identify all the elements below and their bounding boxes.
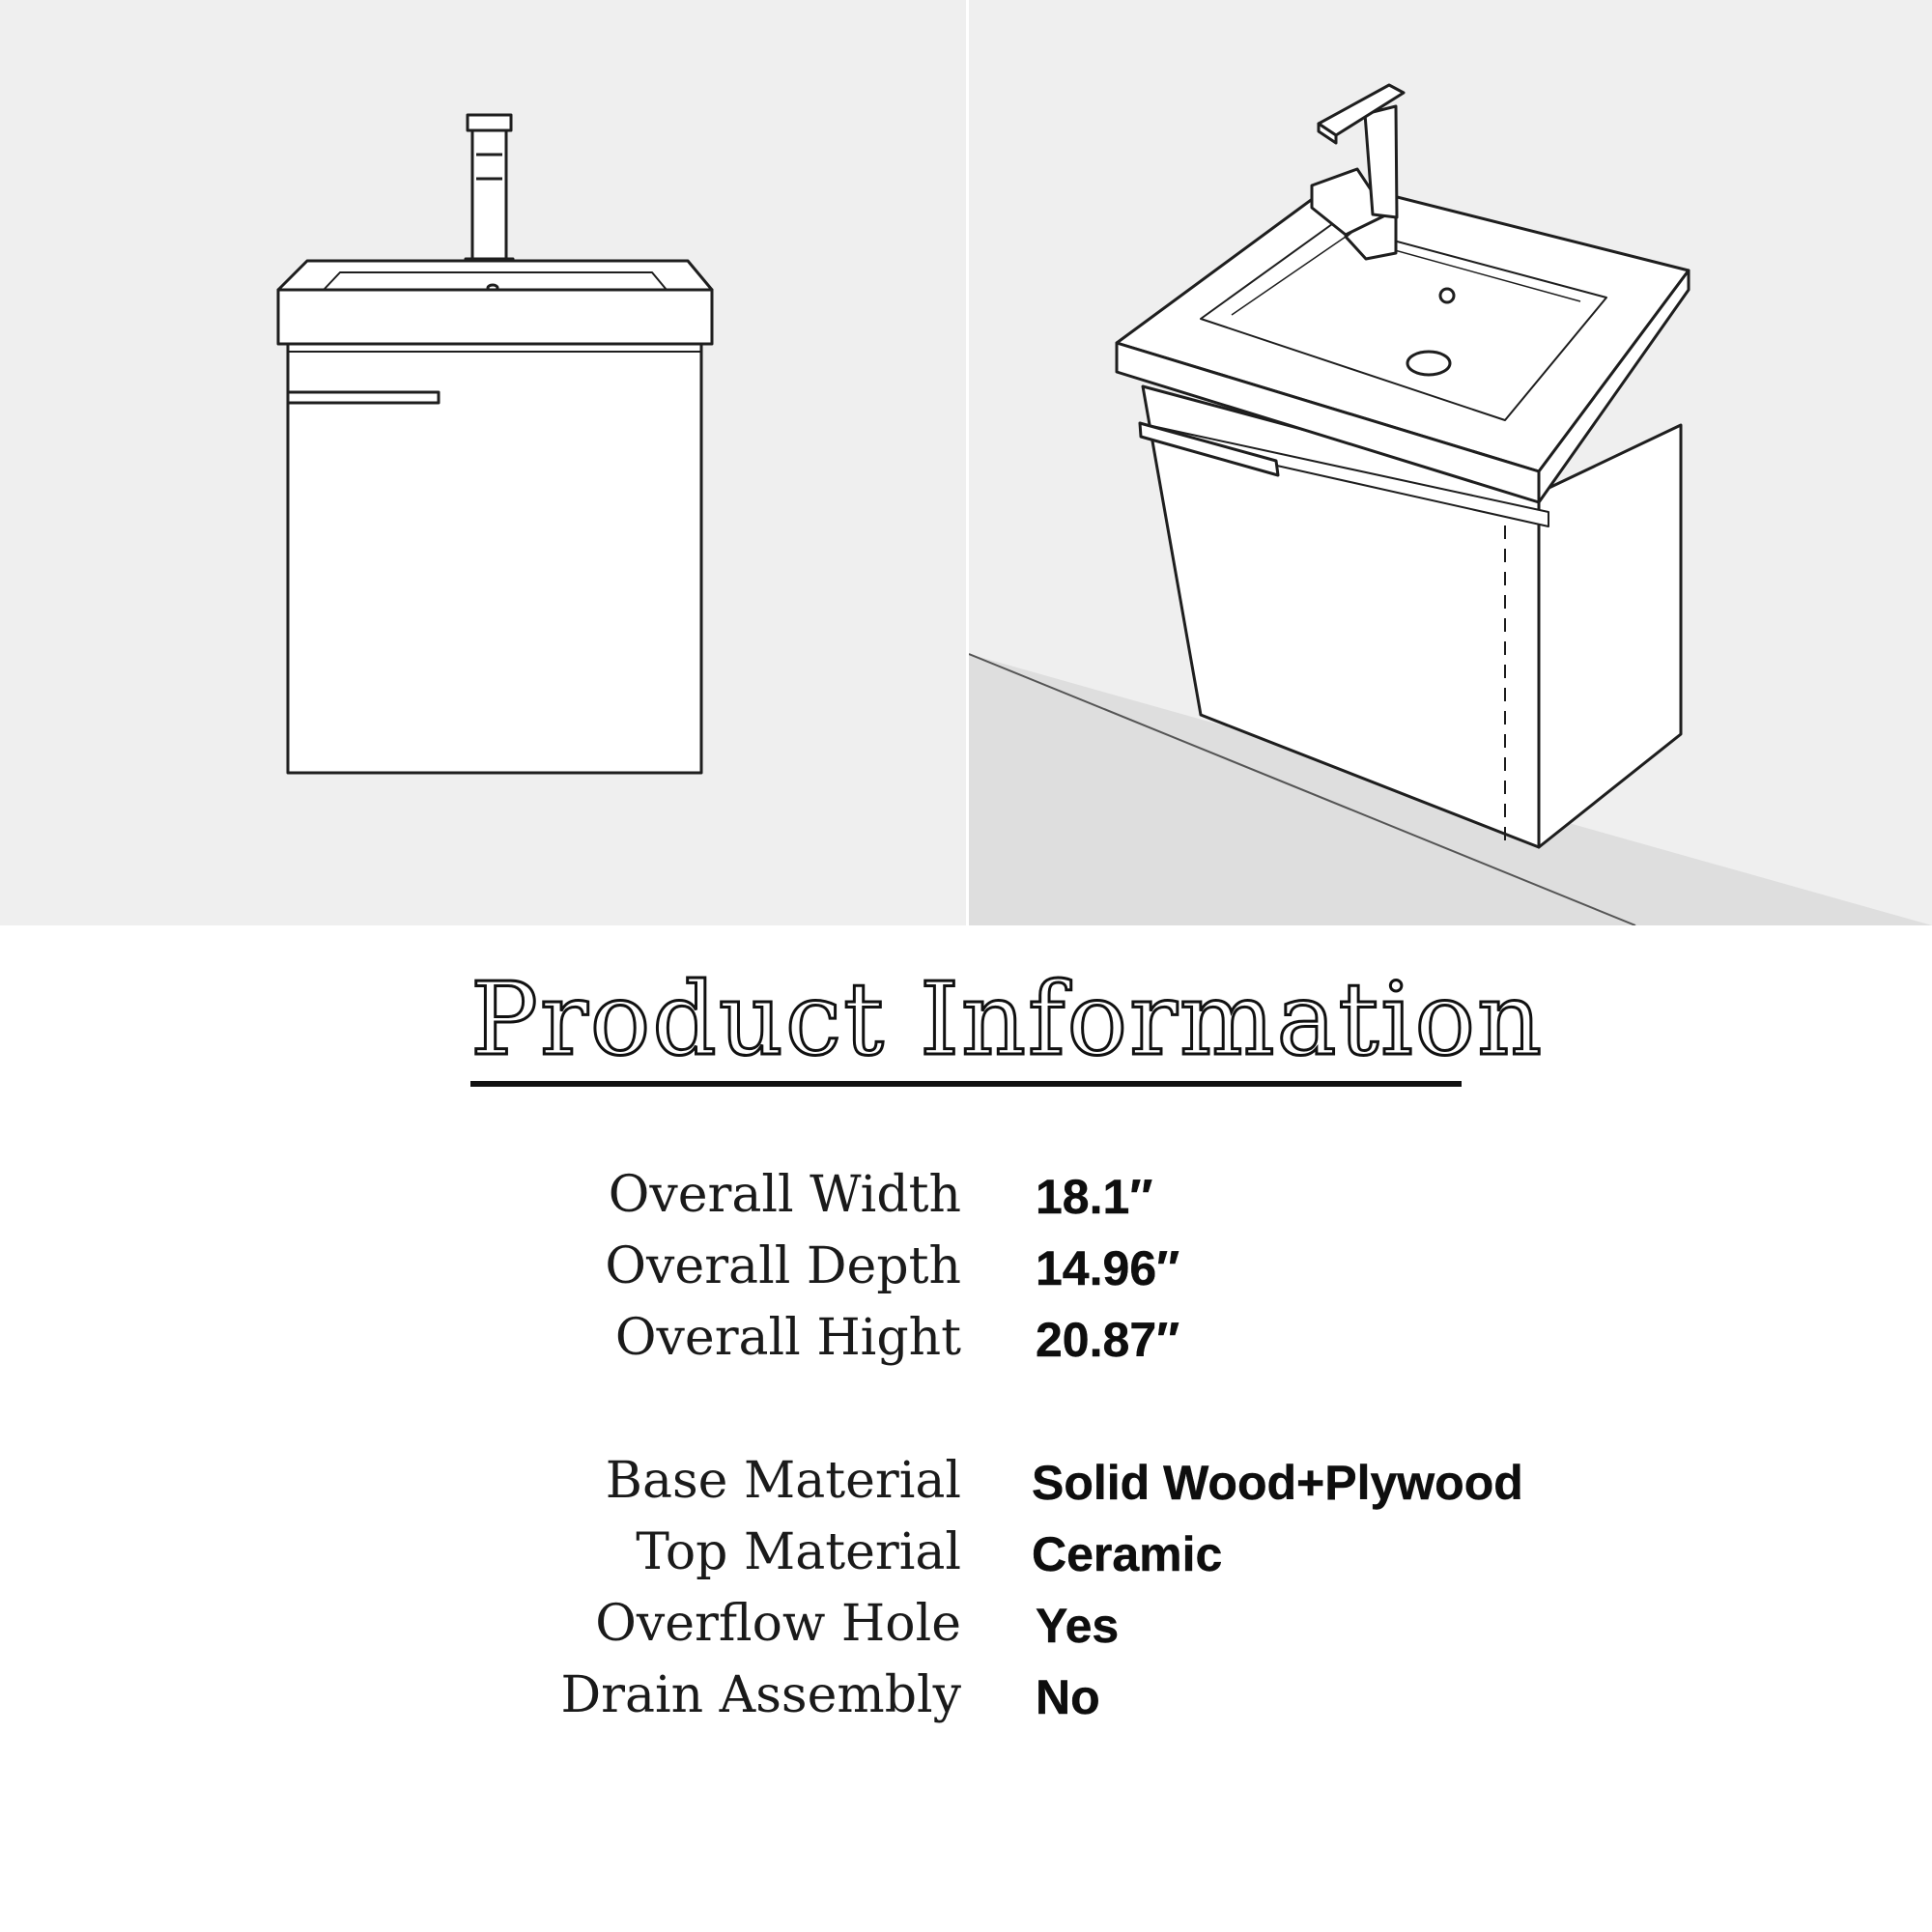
- title-underline: [470, 1081, 1462, 1087]
- spec-value: Yes: [1036, 1599, 1120, 1653]
- spec-row-top-material: [0, 1519, 1932, 1586]
- spec-label: Drain Assembly: [560, 1666, 961, 1724]
- spec-label: Top Material: [636, 1523, 961, 1581]
- spec-value: 18.1″: [1036, 1170, 1153, 1224]
- spec-value: 20.87″: [1036, 1313, 1180, 1367]
- spec-row-overall-depth: [0, 1233, 1932, 1300]
- spec-value: Solid Wood+Plywood: [1032, 1456, 1523, 1510]
- spec-label: Overall Hight: [614, 1309, 961, 1367]
- perspective-view-illustration: [969, 0, 1932, 925]
- door-handle: [288, 392, 439, 403]
- spec-label: Overall Depth: [605, 1237, 961, 1295]
- spec-value: Ceramic: [1032, 1527, 1223, 1581]
- spec-label: Overall Width: [608, 1166, 961, 1224]
- spec-row-base-material: [0, 1447, 1932, 1515]
- sink-top: [278, 261, 712, 344]
- spec-label: Overflow Hole: [595, 1595, 961, 1653]
- faucet-icon: [466, 115, 513, 265]
- front-view-illustration: [0, 0, 966, 925]
- spec-row-overall-width: [0, 1161, 1932, 1229]
- spec-row-overflow-hole: [0, 1590, 1932, 1658]
- spec-row-overall-height: [0, 1304, 1932, 1372]
- spec-value: 14.96″: [1036, 1241, 1180, 1295]
- cabinet-body: [288, 344, 701, 773]
- spec-label: Base Material: [605, 1452, 961, 1510]
- page-title: Product Information: [470, 960, 1545, 1078]
- spec-value: No: [1036, 1670, 1100, 1724]
- spec-row-drain-assembly: [0, 1662, 1932, 1729]
